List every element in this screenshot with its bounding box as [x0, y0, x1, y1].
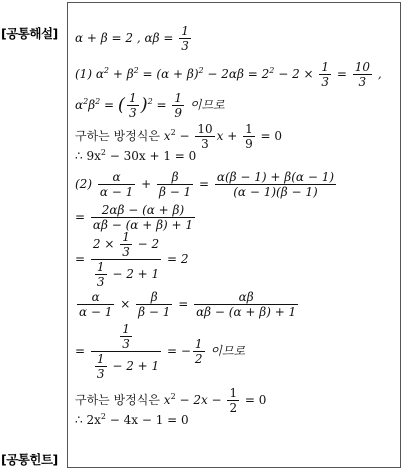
hint-label: [공통힌트]	[1, 452, 58, 467]
required-equation-2: 구하는 방정식은 $x^2 - 2x$ − $\frac{1}{2}$ = 0	[75, 386, 267, 415]
required-equation-1: 구하는 방정식은 $x^2$ − $\frac{10}{3}$ x + $\frac{1}{9}$ = 0	[75, 122, 283, 151]
product-squared: $\alpha^2\beta^2$ = ( $\frac{1}{3}$ )$^2$ = $\frac{1}{9}$ 이므로	[75, 91, 225, 120]
answer-2: ∴ $2x^2 - 4x - 1 = 0$	[75, 412, 189, 427]
answer-1: ∴ $9x^2 - 30x + 1 = 0$	[75, 148, 197, 163]
product-expression: $\frac{\alpha}{\alpha - 1}$ × $\frac{\beta}{\beta - 1}$ = $\frac{\alpha\beta}{\alpha\beta - (\alpha + \beta) + 1}$	[79, 290, 297, 319]
product-substituted: = $\frac{1}{3}$ $\frac{1}{3}$ − 2 + 1 = − $\frac{1}{2}$ 이므로	[75, 322, 246, 381]
part2-sum: (2) $\frac{\alpha}{\alpha - 1}$ + $\frac{\beta}{\beta - 1}$ = $\frac{\alpha(\beta - 1) + \beta(\alpha - 1)}{(\alpha - 1)(\beta - 1)}$	[75, 170, 335, 199]
part2-substituted: = 2 × $\frac{1}{3}$ − 2 $\frac{1}{3}$ − 2 + 1 = 2	[75, 230, 189, 289]
given-relations: α + β = 2 , αβ = $\frac{1}{3}$	[75, 24, 189, 53]
part2-simplified: = $\frac{2\alpha\beta - (\alpha + \beta)}{\alpha\beta - (\alpha + \beta) + 1}$	[75, 203, 194, 232]
part1-expansion: (1) $\alpha^2 + \beta^2 = (\alpha + \beta)^2 - 2\alpha\beta = 2^2 - 2$ × $\frac{1}{3}$ = $\frac{10}{3}$ ,	[75, 60, 382, 89]
solution-label: [공통해설]	[1, 26, 58, 41]
